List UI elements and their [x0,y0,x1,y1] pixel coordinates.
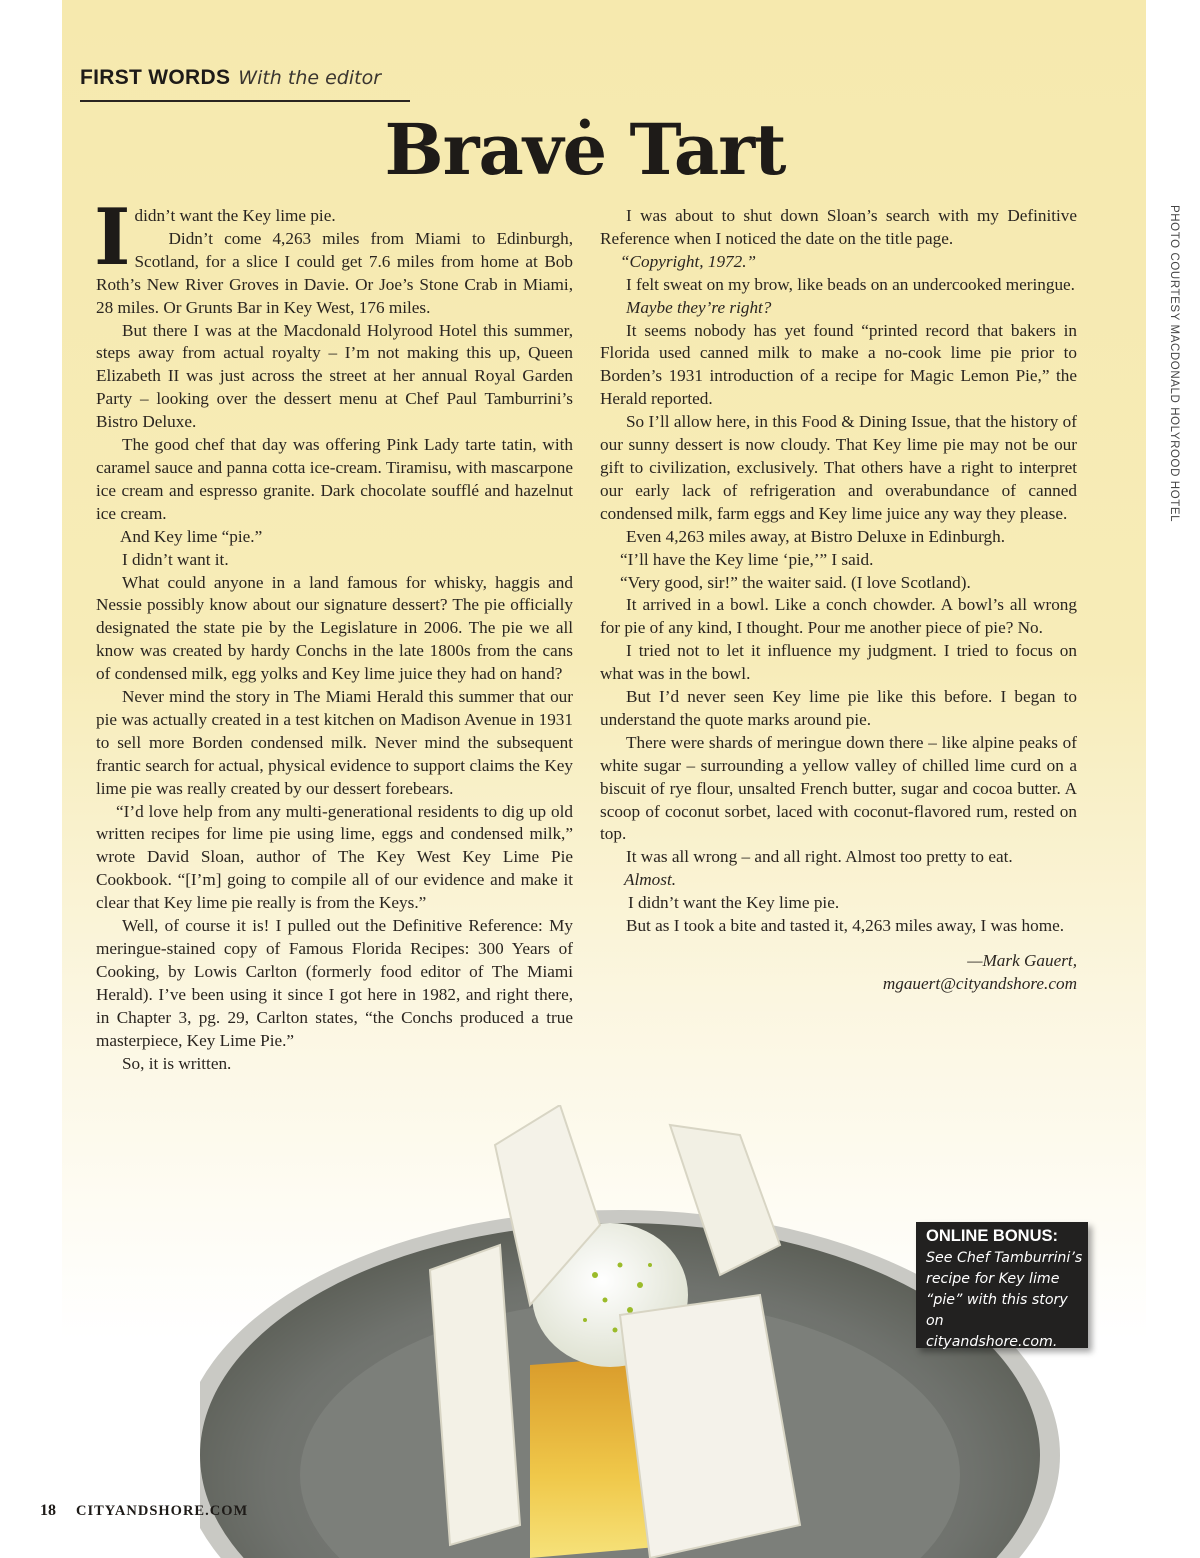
footer-site: CITYANDSHORE.COM [76,1503,249,1519]
article-paragraph: But I’d never seen Key lime pie like this before. I began to understand the quote marks around pie. [600,687,1077,729]
article-paragraph: But as I took a bite and tasted it, 4,263 miles away, I was home. [626,916,1065,936]
author-email: mgauert@cityandshore.com [882,973,1077,993]
article-paragraph: I tried not to let it influence my judgment. I tried to focus on what was in the bowl. [600,641,1077,684]
article-paragraph: I was about to shut down Sloan’s search with my Definitive Reference when I noticed the date on the title page. [600,206,1077,248]
article-paragraph: Even 4,263 miles away, at Bistro Deluxe in Edinburgh. [626,526,1006,546]
drop-cap: I [94,192,131,283]
article-paragraph: It seems nobody has yet found “printed record that bakers in Florida used canned milk to make a no-cook lime pie prior to Borden’s 1931 introduction of a recipe for Magic Lemon Pie,” the Herald reported. [600,320,1077,409]
article-paragraph: Didn’t come 4,263 miles from Miami to Edinburgh, Scotland, for a slice I could get 7.6 miles from home at Bob Roth’s New River Groves in Davie. Or Joe’s Stone Crab in Miami, 28 miles. Or Grunts Bar in Key West, 176 miles. [96,228,573,317]
article-paragraph: I didn’t want the Key lime pie. [628,893,840,913]
section-subtitle: With the editor [238,67,382,89]
article-paragraph: “Very good, sir!” the waiter said. (I love Scotland). [620,572,971,592]
article-column-right [600,205,1077,996]
article-paragraph: So, it is written. [122,1053,232,1073]
article-paragraph: “I’d love help from any multi-generational residents to dig up old written recipes for lime pie using lime, eggs and condensed milk,” wrote David Sloan, author of The Key West Key Lime Pie Cookbook. “[I’m] going to compile all of our evidence and make it clear that Key lime pie really is from the Keys.” [96,801,573,913]
bonus-text: See Chef Tamburrini’s recipe for Key lime “pie” with this story on cityandshore.com. [926,1250,1083,1350]
article-paragraph: What could anyone in a land famous for whisky, haggis and Nessie possibly know about our signature dessert? The pie officially designated the state pie by the Legislature in 2006. The pie we all know was created by hardy Conchs in the late 1800s from the cans of condensed milk, egg yolks and Key lime juice they had on hand? [96,572,573,684]
article-paragraph: So I’ll allow here, in this Food & Dining Issue, that the history of our sunny dessert is now cloudy. That Key lime pie may not be our gift to civilization, exclusively. That others have a right to interpret our early lack of refrigeration and overabundance of canned condensed milk, farm eggs and Key lime juice any way they please. [600,412,1077,523]
article-paragraph: It arrived in a bowl. Like a conch chowder. A bowl’s all wrong for pie of any kind, I thought. Pour me another piece of pie? No. [600,595,1077,638]
bonus-title: ONLINE BONUS: [926,1227,1058,1245]
author-signoff [600,950,1077,996]
article-paragraph: Almost. [624,870,677,890]
article-paragraph: But there I was at the Macdonald Holyrood Hotel this summer, steps away from actual royalty – I’m not making this up, Queen Elizabeth II was just across the street at her annual Royal Garden Party – looking over the dessert menu at Chef Paul Tamburrini’s Bistro Deluxe. [96,320,573,432]
article-paragraph: Never mind the story in The Miami Herald this summer that our pie was actually created in a test kitchen on Madison Avenue in 1931 to sell more Borden condensed milk. Never mind the subsequent frantic search for actual, physical evidence to support claims the Key lime pie was really created by our dessert forebears. [96,687,573,798]
author-name: —Mark Gauert, [967,951,1077,970]
photo-credit: PHOTO COURTESY MACDONALD HOLYROOD HOTEL [1168,205,1180,523]
article-paragraph: It was all wrong – and all right. Almost too pretty to eat. [626,847,1013,867]
page-footer [40,1502,248,1520]
article-column-left [94,192,573,1075]
article-paragraph: “Copyright, 1972.” [620,251,757,271]
section-header [80,66,410,102]
article-paragraph: Well, of course it is! I pulled out the Definitive Reference: My meringue-stained copy of Famous Florida Recipes: 300 Years of Cooking, by Lowis Carlton (formerly food editor of The Miami Herald). I’ve been using it since I got here in 1982, and right there, in Chapter 3, pg. 29, Carlton states, “the Conchs produced a true masterpiece, Key Lime Pie.” [96,916,573,1050]
article-paragraph: And Key lime “pie.” [120,526,263,546]
article-paragraph: There were shards of meringue down there – like alpine peaks of white sugar – surrounding a yellow valley of chilled lime curd on a biscuit of rye flour, unsalted French butter, sugar and cocoa butter. A scoop of coconut sorbet, laced with coconut-flavored rum, rested on top. [600,732,1077,844]
page-number: 18 [40,1502,56,1519]
article-paragraph: I felt sweat on my brow, like beads on an undercooked meringue. [626,274,1075,294]
article-paragraph: Ididn’t want the Key lime pie. [94,192,336,283]
article-paragraph: I didn’t want it. [122,549,229,569]
article-paragraph: “I’ll have the Key lime ‘pie,’” I said. [620,549,874,569]
section-label: FIRST WORDS [80,66,231,89]
article-title: Bravė Tart [384,108,786,191]
article-paragraph: Maybe they’re right? [626,297,772,317]
article-paragraph: The good chef that day was offering Pink Lady tarte tatin, with caramel sauce and panna cotta ice-cream. Tiramisu, with mascarpone ice cream and espresso granite. Dark chocolate soufflé and hazelnut ice cream. [96,435,573,523]
online-bonus-box [916,1222,1088,1348]
